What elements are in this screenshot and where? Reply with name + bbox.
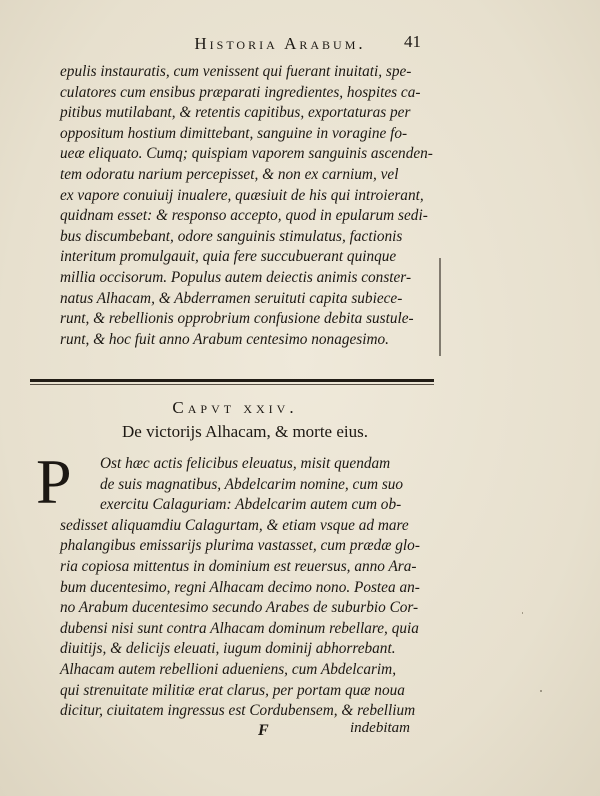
text-line: quidnam esset: & responso accepto, quod in epularum sedi- [60,207,428,225]
text-line: pitibus mutilabant, & retentis capitibus, exportaturas per [60,104,411,122]
text-line: de suis magnatibus, Abdelcarim nomine, cum suo [100,475,404,493]
margin-line [439,258,441,356]
chapter-title: De victorijs Alhacam, & morte eius. [122,422,368,441]
text-line: no Arabum ducentesimo secundo Arabes de suburbio Cor- [60,599,419,617]
text-line: millia occisorum. Populus autem deiectis animis conster- [60,268,412,286]
text-line: dubensi nisi sunt contra Alhacam dominum rebellare, quia [60,619,419,637]
text-line: oppositum hostium dimittebant, sanguine in voragine fo- [60,124,408,142]
text-line: culatores cum ensibus præparati ingredientes, hospites ca- [60,83,421,101]
text-line: runt, & rebellionis opprobrium confusione debita sustule- [60,310,414,328]
text-block-1 [60,62,432,350]
text-line: tem odoratu narium percepisset, & non ex carnium, vel [60,165,399,183]
page-number: 41 [404,32,421,51]
text-line: dicitur, ciuitatem ingressus est Cordubensem, & rebellium [60,702,416,720]
section-rule [30,379,434,382]
signature-mark: F [258,722,269,739]
text-line: bus discumbebant, odore sanguinis stimulatus, factionis [60,227,403,245]
text-line: exercitu Calaguriam: Abdelcarim autem cum ob- [100,496,402,514]
text-line: Alhacam autem rebellioni adueniens, cum Abdelcarim, [60,660,397,678]
text-line: ueæ eliquato. Cumq; quispiam vaporem sanguinis ascenden- [60,145,433,163]
text-line: runt, & hoc fuit anno Arabum centesimo nonagesimo. [60,330,390,348]
text-line: interitum promulgauit, quia fere succubuerant quinque [60,248,397,266]
text-line: qui strenuitate militiæ erat clarus, per portam quæ noua [60,681,405,699]
text-line: ria copiosa mittentus in dominium est reuersus, anno Ara- [60,557,417,575]
text-line: diuitijs, & delicijs eleuati, iugum dominij abhorrebant. [60,640,396,658]
text-block-2 [60,454,432,722]
text-line: Ost hæc actis felicibus eleuatus, misit quendam [100,455,391,472]
drop-capital: P [36,446,72,517]
paper-speck [522,612,523,614]
text-line: bum ducentesimo, regni Alhacam decimo nono. Postea an- [60,578,420,596]
chapter-number: Capvt xxiv. [172,398,298,417]
text-line: natus Alhacam, & Abderramen seruituti capita subiece- [60,289,403,307]
text-line: phalangibus emissarijs plurima vastasset, cum prædæ glo- [60,537,420,555]
text-line: ex vapore conuiuij inualere, quæsiuit de his qui introierant, [60,186,424,204]
running-head: Historia Arabum. [194,34,366,53]
catchword: indebitam [350,720,410,736]
text-line: sedisset aliquamdiu Calagurtam, & etiam vsque ad mare [60,516,409,534]
text-line: epulis instauratis, cum venissent qui fuerant inuitati, spe- [60,63,412,80]
paper-speck [540,690,542,692]
